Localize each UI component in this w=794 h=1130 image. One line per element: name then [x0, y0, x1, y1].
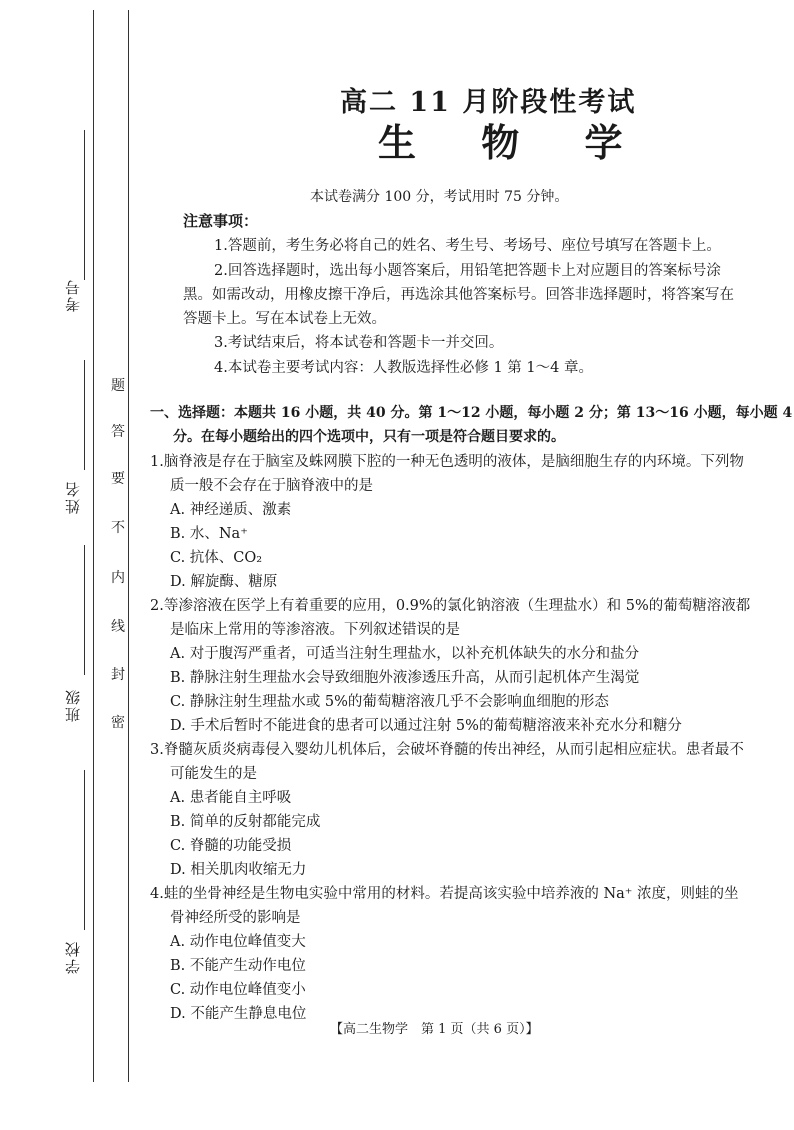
seal-char: 不 — [111, 520, 125, 536]
question-stem: 骨神经所受的影响是 — [170, 910, 301, 926]
option: C. 抗体、CO₂ — [170, 550, 263, 566]
option: A. 对于腹泻严重者，可适当注射生理盐水，以补充机体缺失的水分和盐分 — [170, 646, 640, 662]
exam-no-blank — [84, 130, 85, 280]
notice-line: 3.考试结束后，将本试卷和答题卡一并交回。 — [214, 335, 504, 351]
question-stem: 1.脑脊液是存在于脑室及蛛网膜下腔的一种无色透明的液体，是脑细胞生存的内环境。下列物 — [150, 454, 744, 470]
binding-line-outer — [93, 10, 94, 1082]
name-blank — [84, 360, 85, 470]
notice-heading: 注意事项： — [183, 212, 259, 230]
option: C. 动作电位峰值变小 — [170, 982, 306, 998]
option: D. 手术后暂时不能进食的患者可以通过注射 5%的葡萄糖溶液来补充水分和糖分 — [170, 718, 682, 734]
binding-line-inner — [128, 10, 129, 1082]
question-stem: 可能发生的是 — [170, 766, 257, 782]
seal-char: 线 — [111, 619, 125, 635]
exam-info: 本试卷满分 100 分，考试用时 75 分钟。 — [310, 189, 569, 205]
notice-line: 1.答题前，考生务必将自己的姓名、考生号、考场号、座位号填写在答题卡上。 — [214, 238, 721, 254]
school-blank — [84, 770, 85, 930]
option: D. 解旋酶、糖原 — [170, 574, 278, 590]
section-heading: 一、选择题：本题共 16 小题，共 40 分。第 1～12 小题，每小题 2 分；第 13～16 小题，每小题 4 — [150, 405, 793, 421]
option: C. 脊髓的功能受损 — [170, 838, 292, 854]
seal-char: 题 — [111, 378, 125, 394]
question-stem: 2.等渗溶液在医学上有着重要的应用，0.9%的氯化钠溶液（生理盐水）和 5%的葡萄糖溶液都 — [150, 598, 751, 614]
seal-char: 内 — [111, 570, 125, 586]
name-label: 姓名 — [64, 480, 82, 514]
notice-line: 4.本试卷主要考试内容：人教版选择性必修 1 第 1～4 章。 — [214, 360, 593, 376]
seal-char: 要 — [111, 471, 125, 487]
notice-line: 答题卡上。写在本试卷上无效。 — [183, 311, 386, 327]
seal-char: 封 — [111, 667, 125, 683]
notice-line: 黑。如需改动，用橡皮擦干净后，再选涂其他答案标号。回答非选择题时，将答案写在 — [183, 287, 734, 303]
school-label: 学校 — [64, 940, 82, 974]
option: B. 静脉注射生理盐水会导致细胞外液渗透压升高，从而引起机体产生渴觉 — [170, 670, 640, 686]
subject-title: 生 物 学 — [378, 120, 649, 165]
option: D. 不能产生静息电位 — [170, 1006, 307, 1022]
question-stem: 4.蛙的坐骨神经是生物电实验中常用的材料。若提高该实验中培养液的 Na⁺ 浓度，则蛙的坐 — [150, 886, 739, 902]
notice-line: 2.回答选择题时，选出每小题答案后，用铅笔把答题卡上对应题目的答案标号涂 — [214, 263, 721, 279]
option: B. 简单的反射都能完成 — [170, 814, 321, 830]
class-blank — [84, 545, 85, 675]
option: D. 相关肌肉收缩无力 — [170, 862, 307, 878]
option: B. 不能产生动作电位 — [170, 958, 306, 974]
exam-no-label: 考号 — [64, 278, 82, 312]
class-label: 班级 — [64, 688, 82, 722]
question-stem: 质一般不会存在于脑脊液中的是 — [170, 478, 373, 494]
seal-char: 密 — [111, 715, 125, 731]
option: C. 静脉注射生理盐水或 5%的葡萄糖溶液几乎不会影响血细胞的形态 — [170, 694, 609, 710]
option: B. 水、Na⁺ — [170, 526, 248, 542]
page-footer: 【高二生物学 第 1 页（共 6 页）】 — [330, 1022, 539, 1037]
option: A. 患者能自主呼吸 — [170, 790, 292, 806]
question-stem: 是临床上常用的等渗溶液。下列叙述错误的是 — [170, 622, 460, 638]
option: A. 动作电位峰值变大 — [170, 934, 306, 950]
option: A. 神经递质、激素 — [170, 502, 292, 518]
seal-char: 答 — [111, 424, 125, 440]
exam-title: 高二 11 月阶段性考试 — [340, 87, 637, 118]
section-heading: 分。在每小题给出的四个选项中，只有一项是符合题目要求的。 — [173, 429, 565, 445]
question-stem: 3.脊髓灰质炎病毒侵入婴幼儿机体后，会破坏脊髓的传出神经，从而引起相应症状。患者最不 — [150, 742, 744, 758]
